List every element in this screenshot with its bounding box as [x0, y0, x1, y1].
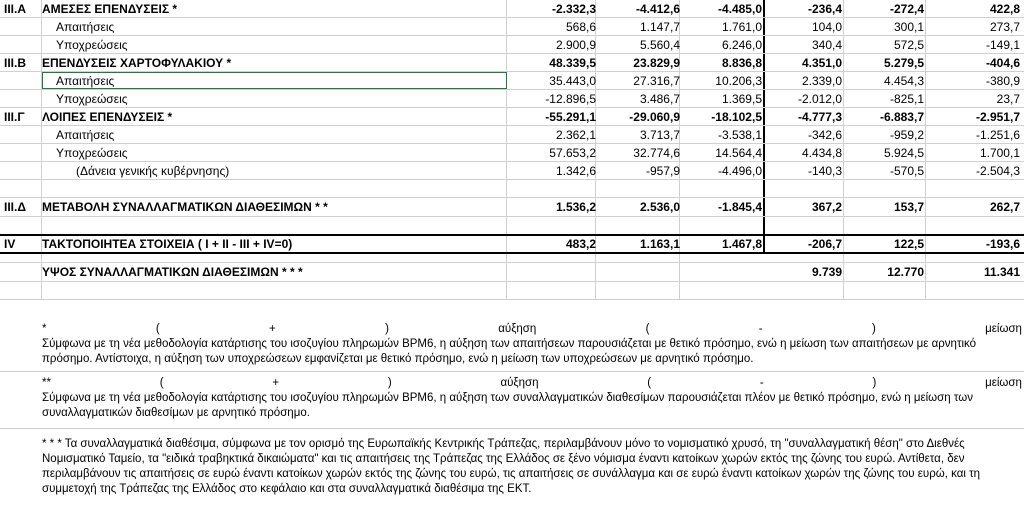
grid-line [0, 299, 1024, 300]
table-row-errors-omissions [0, 235, 1024, 253]
footnote-1-sign-line [42, 322, 1022, 337]
table-row-reserves-change [0, 198, 1024, 216]
table-row-portfolio-investment [0, 54, 1024, 72]
value-cell: -4.777,3 [797, 110, 842, 124]
row-label: ΤΑΚΤΟΠΟΙΗΤΕΑ ΣΤΟΙΧΕΙΑ ( I + II - III + IV=0) [42, 237, 293, 251]
value-cell: 5.924,5 [883, 146, 924, 160]
row-code: IV [4, 237, 16, 251]
footnote-marker: * [42, 323, 47, 335]
value-cell: -272,4 [889, 2, 924, 16]
value-cell: 273,7 [989, 20, 1020, 34]
value-cell: 300,1 [893, 20, 924, 34]
sign-token: ( [647, 377, 652, 389]
value-cell: -4.412,6 [635, 2, 680, 16]
row-label: ΥΨΟΣ ΣΥΝΑΛΛΑΓΜΑΤΙΚΩΝ ΔΙΑΘΕΣΙΜΩΝ * * * [42, 265, 303, 279]
value-cell: 1.163,1 [639, 237, 680, 251]
sign-token: μείωση [985, 377, 1022, 389]
value-cell: 2.900,9 [555, 38, 596, 52]
row-code: III.A [4, 2, 27, 16]
value-cell: 12.770 [887, 265, 924, 279]
row-label: Απαιτήσεις [56, 20, 115, 34]
value-cell: 57.653,2 [549, 146, 596, 160]
sign-token: αύξηση [498, 323, 537, 335]
value-cell: 1.761,0 [721, 20, 762, 34]
footnote-2-text: Σύμφωνα με τη νέα μεθοδολογία κατάρτισης του ισοζυγίου πληρωμών BPM6, η αύξηση των συναλλαγματικών διαθεσίμων παρουσιάζεται πλέον με θετικό πρόσημο, ενώ η μείωση των συναλλαγματικών διαθεσίμων με αρνητικό πρόσημο. [42, 392, 973, 419]
value-cell: 3.713,7 [639, 128, 680, 142]
row-label: ΛΟΙΠΕΣ ΕΠΕΝΔΥΣΕΙΣ * [42, 110, 173, 124]
value-cell: 4.434,8 [801, 146, 842, 160]
value-cell: 153,7 [893, 200, 924, 214]
value-cell: 2.536,0 [639, 200, 680, 214]
value-cell: 8.836,8 [721, 56, 762, 70]
table-row [0, 126, 1024, 144]
value-cell: 1.342,6 [555, 164, 596, 178]
table-row [0, 36, 1024, 54]
value-cell: 4.454,3 [883, 74, 924, 88]
value-cell: 2.362,1 [555, 128, 596, 142]
value-cell: 35.443,0 [549, 74, 596, 88]
grid-line [0, 428, 1024, 429]
sign-token: ( [645, 323, 650, 335]
value-cell: -55.291,1 [545, 110, 596, 124]
value-cell: 1.369,5 [721, 92, 762, 106]
value-cell: -2.504,3 [975, 164, 1020, 178]
value-cell: -149,1 [985, 38, 1020, 52]
value-cell: 572,5 [893, 38, 924, 52]
value-cell: -2.951,7 [975, 110, 1020, 124]
sign-token: ) [871, 323, 876, 335]
row-label: Υποχρεώσεις [56, 146, 128, 160]
value-cell: -4.496,0 [717, 164, 762, 178]
table-row-direct-investment [0, 0, 1024, 18]
value-cell: -29.060,9 [629, 110, 680, 124]
value-cell: 1.700,1 [979, 146, 1020, 160]
value-cell: 14.564,4 [715, 146, 762, 160]
value-cell: 27.316,7 [633, 74, 680, 88]
row-code: III.B [4, 56, 27, 70]
grid-line [0, 216, 1024, 217]
table-row [0, 90, 1024, 108]
sign-token: + [269, 323, 276, 335]
value-cell: 483,2 [565, 237, 596, 251]
footnote-1 [42, 322, 1022, 367]
table-row-reserves-level [0, 263, 1024, 281]
value-cell: -342,6 [807, 128, 842, 142]
value-cell: 9.739 [811, 265, 842, 279]
row-label: Υποχρεώσεις [56, 38, 128, 52]
row-label: (Δάνεια γενικής κυβέρνησης) [76, 164, 230, 178]
value-cell: -236,4 [807, 2, 842, 16]
footnote-3-text: * * * Τα συναλλαγματικά διαθέσιμα, σύμφωνα με τον ορισμό της Ευρωπαϊκής Κεντρικής Τράπεζας, περιλαμβάνουν μόνο το νομισματικό χρυσό, τη "συναλλαγματική θέση" στο Διεθνές Νομισματικό Ταμείο, τα "ειδικά τραβηκτικά δικαιώματα" και τις απαιτήσεις της Τράπεζας της Ελλάδος σε ξένο νόμισμα έναντι κατοίκων χωρών εκτός της ζώνης του ευρώ. Αντίθετα, δεν περιλαμβάνουν τις απαιτήσεις σε ευρώ έναντι κατοίκων χωρών εκτός της ζώνης του ευρώ, τις απαιτήσεις σε συνάλλαγμα και σε ευρώ έναντι κατοίκων χωρών της ζώνης του ευρώ, και τη συμμετοχή της Τράπεζας της Ελλάδος στο κεφάλαιο και στα συναλλαγματικά διαθέσιμα της ΕΚΤ. [42, 438, 981, 495]
sign-token: ( [159, 377, 164, 389]
footnote-1-text: Σύμφωνα με τη νέα μεθοδολογία κατάρτισης του ισοζυγίου πληρωμών BPM6, η αύξηση των απαιτήσεων παρουσιάζεται με θετικό πρόσημο, ενώ η μείωση των απαιτήσεων με αρνητικό πρόσημο. Αντίστοιχα, η αύξηση των υποχρεώσεων εμφανίζεται με θετικό πρόσημο, ενώ η μείωση των υποχρεώσεων με αρνητικό πρόσημο. [42, 338, 977, 365]
row-label: Απαιτήσεις [56, 74, 115, 88]
value-cell: -380,9 [985, 74, 1020, 88]
value-cell: 367,2 [811, 200, 842, 214]
footnote-3 [42, 437, 1022, 497]
sign-token: ( [155, 323, 160, 335]
footnote-2-sign-line [42, 376, 1022, 391]
value-cell: 568,6 [565, 20, 596, 34]
row-label: ΑΜΕΣΕΣ ΕΠΕΝΔΥΣΕΙΣ * [42, 2, 178, 16]
value-cell: -140,3 [807, 164, 842, 178]
value-cell: 48.339,5 [549, 56, 596, 70]
sign-token: ) [387, 377, 392, 389]
value-cell: 5.279,5 [883, 56, 924, 70]
value-cell: -957,9 [645, 164, 680, 178]
value-cell: -206,7 [807, 237, 842, 251]
value-cell: 3.486,7 [639, 92, 680, 106]
value-cell: -825,1 [889, 92, 924, 106]
value-cell: 6.246,0 [721, 38, 762, 52]
grid-line [0, 281, 1024, 282]
row-label: Υποχρεώσεις [56, 92, 128, 106]
row-label: ΜΕΤΑΒΟΛΗ ΣΥΝΑΛΛΑΓΜΑΤΙΚΩΝ ΔΙΑΘΕΣΙΜΩΝ * * [42, 200, 328, 214]
value-cell: -2.332,3 [551, 2, 596, 16]
row-label: Απαιτήσεις [56, 128, 115, 142]
value-cell: -4.485,0 [717, 2, 762, 16]
value-cell: 1.147,7 [639, 20, 680, 34]
sign-token: - [759, 377, 764, 389]
value-cell: 122,5 [893, 237, 924, 251]
row-label: ΕΠΕΝΔΥΣΕΙΣ ΧΑΡΤΟΦΥΛΑΚΙΟΥ * [42, 56, 232, 70]
value-cell: 32.774,6 [633, 146, 680, 160]
value-cell: 104,0 [811, 20, 842, 34]
grid-line [0, 371, 1024, 372]
table-row [0, 18, 1024, 36]
value-cell: 11.341 [983, 265, 1020, 279]
table-row [0, 144, 1024, 162]
value-cell: -2.012,0 [797, 92, 842, 106]
value-cell: -12.896,5 [545, 92, 596, 106]
value-cell: -3.538,1 [717, 128, 762, 142]
value-cell: 23,7 [996, 92, 1020, 106]
table-row-other-investment [0, 108, 1024, 126]
value-cell: -193,6 [985, 237, 1020, 251]
value-cell: 1.467,8 [721, 237, 762, 251]
value-cell: 23.829,9 [633, 56, 680, 70]
value-cell: 340,4 [811, 38, 842, 52]
value-cell: 2.339,0 [801, 74, 842, 88]
footnote-2 [42, 376, 1022, 421]
table-row [0, 162, 1024, 180]
value-cell: -18.102,5 [711, 110, 762, 124]
sign-token: - [758, 323, 763, 335]
value-cell: -959,2 [889, 128, 924, 142]
value-cell: 422,8 [989, 2, 1020, 16]
value-cell: -1.251,6 [975, 128, 1020, 142]
value-cell: 10.206,3 [715, 74, 762, 88]
value-cell: -570,5 [889, 164, 924, 178]
row-code: III.Γ [4, 110, 25, 124]
footnote-marker: ** [42, 377, 51, 389]
value-cell: -1.845,4 [717, 200, 762, 214]
selected-cell[interactable] [42, 72, 507, 89]
sign-token: αύξηση [500, 377, 539, 389]
value-cell: 5.560,4 [639, 38, 680, 52]
sign-token: ) [872, 377, 877, 389]
sign-token: + [272, 377, 280, 389]
sign-token: μείωση [985, 323, 1022, 335]
row-code: III.Δ [4, 200, 26, 214]
sign-token: ) [385, 323, 389, 335]
value-cell: 1.536,2 [555, 200, 596, 214]
value-cell: 4.351,0 [801, 56, 842, 70]
value-cell: 262,7 [989, 200, 1020, 214]
value-cell: -404,6 [985, 56, 1020, 70]
value-cell: -6.883,7 [879, 110, 924, 124]
